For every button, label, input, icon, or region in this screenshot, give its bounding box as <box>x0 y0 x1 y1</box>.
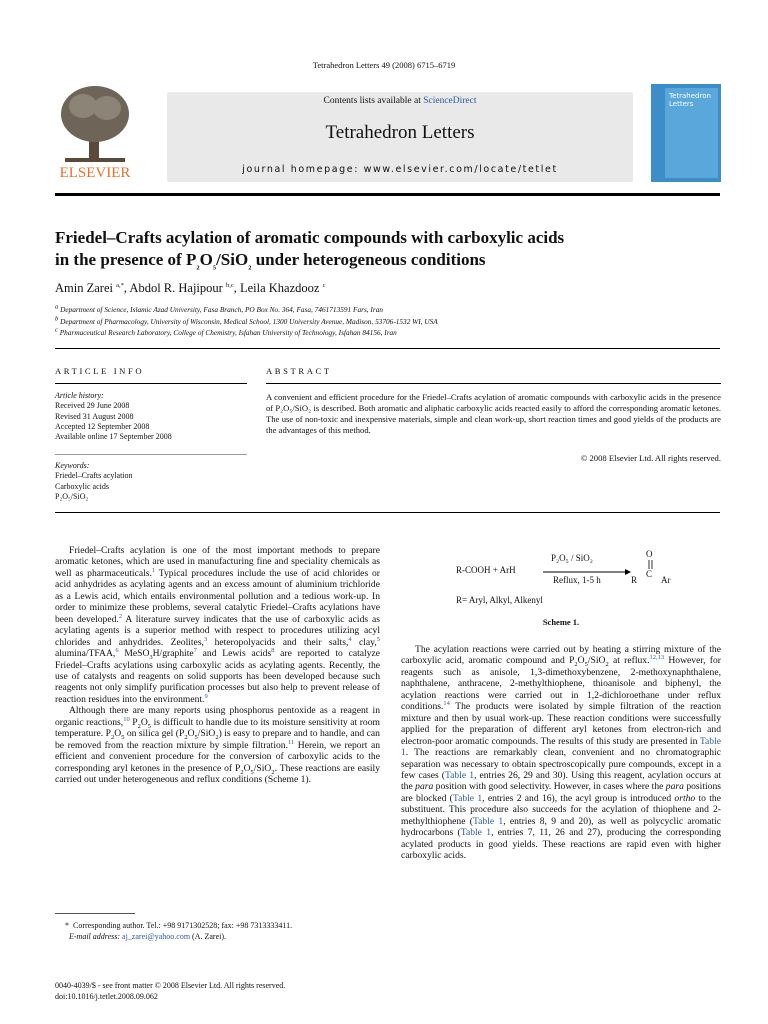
abstract-copyright: © 2008 Elsevier Ltd. All rights reserved. <box>580 453 721 463</box>
journal-reference: Tetrahedron Letters 49 (2008) 6715–6719 <box>312 60 456 70</box>
author-name: Abdol R. Hajipour <box>129 281 223 295</box>
contents-prefix: Contents lists available at <box>323 96 424 106</box>
elsevier-wordmark: ELSEVIER <box>59 165 131 180</box>
title-subscript: 5 <box>212 264 217 272</box>
title-part: under heterogeneous conditions <box>251 250 486 269</box>
issn-block <box>55 981 285 1002</box>
paragraph: Friedel–Crafts acylation is one of the most important methods to prepare aromatic ketones, which are used in manufacturing fine and speciality chemicals as well as pharmaceuticals.$^1$ Typical procedures include the use of acid chlorides or acid anhydrides as acylating agents and an excess amount of aluminium trichloride as a Lewis acid, which entails environmental pollution and a tedious work-up. In order to minimize these problems, several catalytic Friedel–Crafts acylations have been developed.$^2$ A literature survey indicates that the use of carboxylic acids as acylating agents is a superior method with respect to procedures utilizing acyl chlorides and anhydrides. Zeolites,$^3$ heteropolyacids and their salts,$^4$ clay,$^5$ alumina/TFAA,$^6$ MeSO$_3$H/graphite$^7$ and Lewis acids$^8$ are reported to catalyze Friedel–Crafts acylations using carboxylic acids as acylating agents. Recently, the use of catalysts and reagents on solid supports has been developed because such reagents not only simplify purification processes but also help to prevent release of reaction residues into the environment.$^9$ <box>55 545 380 705</box>
journal-homepage[interactable]: journal homepage: www.elsevier.com/locate/tetlet <box>242 164 558 175</box>
abstract-text: A convenient and efficient procedure for the Friedel–Crafts acylation of aromatic compounds with carboxylic acids in the presence of P₂O₅/SiO₂ is described. Both aromatic and aliphatic carboxylic acids reacted easily to afford the corresponding aromatic ketones. The use of non-toxic and inexpensive materials, simple and clean work-up, short reaction times and good yields of the products are the advantages of this method. <box>266 392 721 436</box>
sciencedirect-link[interactable]: ScienceDirect <box>423 96 477 106</box>
email-label: E-mail address: <box>69 931 123 941</box>
body-column-right <box>401 644 721 862</box>
abstract-heading: ABSTRACT <box>266 366 332 376</box>
affil-key: a <box>55 303 59 311</box>
author-affil[interactable]: b,c <box>225 281 234 289</box>
elsevier-logo <box>55 80 135 180</box>
history-item: Received 29 June 2008 <box>55 401 130 411</box>
title-part: /SiO <box>216 250 249 269</box>
history-item: Accepted 12 September 2008 <box>55 421 150 431</box>
divider <box>55 348 720 349</box>
title-subscript: 2 <box>248 264 252 272</box>
article-title <box>55 227 715 271</box>
header-rule <box>55 193 720 196</box>
affil-text: Department of Science, Islamic Azad University, Fasa Branch, PO Box No. 364, Fasa, 7461713591 Fars, Iran <box>60 305 383 314</box>
divider <box>55 383 247 384</box>
journal-cover-image <box>651 84 721 182</box>
keyword: P₂O₅/SiO₂ <box>55 491 89 501</box>
article-info-heading: ARTICLE INFO <box>55 366 145 376</box>
divider <box>55 454 247 455</box>
product-oxygen: O <box>646 549 653 559</box>
title-line-1: Friedel–Crafts acylation of aromatic compounds with carboxylic acids <box>55 228 565 247</box>
corresponding-author: Corresponding author. Tel.: +98 9171302528; fax: +98 7313333411. <box>73 921 293 930</box>
article-history <box>55 391 247 442</box>
email-suffix: (A. Zarei). <box>190 931 227 941</box>
affil-text: Department of Pharmacology, University of Wisconsin, Medical School, 1300 University Avenue, Madison, 53706-1532 WI, USA <box>60 317 438 326</box>
keywords-label: Keywords: <box>55 461 90 470</box>
author-affil[interactable]: c <box>322 281 326 289</box>
footnote-line <box>55 921 385 932</box>
footnote-star: * <box>65 921 69 930</box>
scheme-1 <box>401 545 721 635</box>
contents-line <box>167 96 633 106</box>
product-carbon: C <box>646 569 653 579</box>
history-item: Revised 31 August 2008 <box>55 411 134 421</box>
doi-line[interactable]: doi:10.1016/j.tetlet.2008.09.062 <box>55 991 158 1001</box>
issn-line: 0040-4039/$ - see front matter © 2008 Elsevier Ltd. All rights reserved. <box>55 981 286 990</box>
affiliation <box>55 317 715 327</box>
product-ar: Ar <box>661 575 671 585</box>
divider <box>266 383 721 384</box>
keywords <box>55 461 247 502</box>
footnote-rule <box>55 913 135 914</box>
affil-key: c <box>55 326 58 334</box>
author-name: Leila Khazdooz <box>239 281 320 295</box>
affil-key: b <box>55 315 59 323</box>
keyword: Carboxylic acids <box>55 481 109 491</box>
scheme-reagent: P₂O₅ / SiO₂ <box>551 553 593 563</box>
scheme-r-definition: R= Aryl, Alkyl, Alkenyl <box>456 595 543 605</box>
body-column-left <box>55 545 380 786</box>
footnote <box>55 921 385 942</box>
history-label: Article history: <box>55 391 104 400</box>
author-list: Amin Zarei $^{a,*}$, Abdol R. Hajipour $^{b,c}$, Leila Khazdooz $^c$ <box>55 281 326 295</box>
scheme-conditions: Reflux, 1-5 h <box>553 575 601 585</box>
history-item: Available online 17 September 2008 <box>55 432 172 442</box>
footnote-line <box>55 932 385 943</box>
title-part: in the presence of P <box>55 250 197 269</box>
affiliation <box>55 328 715 338</box>
author-affil[interactable]: a,* <box>116 281 124 289</box>
affil-text: Pharmaceutical Research Laboratory, College of Chemistry, Isfahan University of Technology, Isfahan 84156, Iran <box>59 328 397 337</box>
journal-title: Tetrahedron Letters <box>325 122 475 143</box>
cover-title-1: Tetrahedron <box>669 92 711 100</box>
keyword: Friedel–Crafts acylation <box>55 471 133 481</box>
product-r: R <box>631 575 638 585</box>
scheme-reactants: R-COOH + ArH <box>456 565 516 575</box>
cover-title-2: Letters <box>669 100 694 108</box>
scheme-caption: Scheme 1. <box>542 617 580 627</box>
affiliation <box>55 305 715 315</box>
divider <box>55 512 720 513</box>
title-part: O <box>199 250 213 269</box>
title-subscript: 2 <box>196 264 200 272</box>
paragraph: The acylation reactions were carried out by heating a stirring mixture of the carboxylic acid, aromatic compound and $P_2O_5/SiO_2$ at reflux.$^{12,13}$ However, for reagents such as anisole, 1,3-dimethoxybenzene, 2-methoxynaphthalene, naphthalene, anthracene, 2-methylthiophene, thioanisole and biphenyl, the acylation reactions were carried out in 1,2-dichloroethane under reflux conditions.$^{14}$ The products were isolated by simple filtration of the reaction mixture and then by usual work-up. These reaction conditions were successfully applied for the preparation of different aryl ketones from electron-rich and electron-poor aromatic compounds. The results of this study are presented in Table 1. The reactions are remarkably clean, convenient and no chromatographic separation was necessary to obtain spectroscopically pure compounds, except in a few cases (Table 1, entries 26, 29 and 30). Using this reagent, acylation occurs at the para position with good selectivity. However, in cases where the para positions are blocked (Table 1, entries 2 and 16), the acyl group is introduced ortho to the substituent. This procedure also succeeds for the acylation of thiophene and 2-methylthiophene (Table 1, entries 8, 9 and 20), as well as polycyclic aromatic hydrocarbons (Table 1, entries 7, 11, 26 and 27), producing the corresponding acylated products in good yields. These reactions are rapid even with higher carboxylic acids. <box>401 644 721 862</box>
paragraph: Although there are many reports using phosphorus pentoxide as a reagent in organic reactions,$^{10}$ $P_2O_5$ is difficult to handle due to its moisture sensitivity at room temperature. $P_2O_5$ on silica gel $(P_2O_5/SiO_2)$ is easy to prepare and to handle, and can be removed from the reaction mixture by simple filtration.$^{11}$ Herein, we report an efficient and convenient procedure for the conversion of carboxylic acids to the corresponding aryl ketones in the presence of $P_2O_5/SiO_2$. These reactions are easily carried out under heterogeneous and reflux conditions (Scheme 1). <box>55 705 380 786</box>
email-link[interactable]: aj_zarei@yahoo.com <box>122 931 191 941</box>
author-name: Amin Zarei <box>55 281 113 295</box>
